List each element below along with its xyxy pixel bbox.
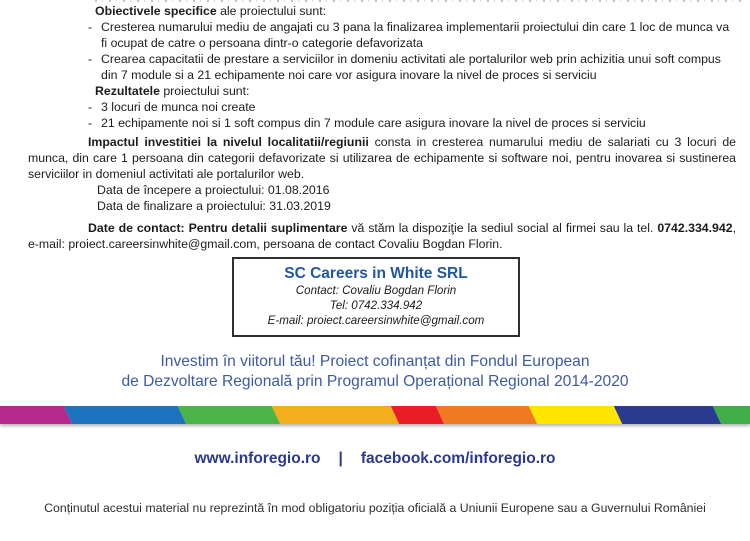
objectives-heading-bold: Obiectivele specifice bbox=[95, 4, 217, 18]
objective-item bbox=[88, 51, 738, 83]
objective-item-text: Crearea capacitatii de prestare a serviciilor in domeniu activitati ale portalurilor web prin achizitia unui soft compus din 7 module si a 21 echipamente noi care vor asigura inovare la nivel de proces si serviciu bbox=[101, 52, 721, 82]
contact-tel-line: Tel: 0742.334.942 bbox=[329, 299, 423, 312]
results-heading-rest: proiectului sunt: bbox=[159, 84, 250, 98]
contact-box bbox=[232, 257, 520, 337]
contact-email-line: E-mail: proiect.careersinwhite@gmail.com bbox=[267, 314, 485, 327]
cutoff-text-remnant bbox=[95, 0, 743, 2]
contact-text-1: vă stăm la dispoziţie la sediul social al firmei sau la tel. bbox=[347, 221, 658, 235]
results-heading-bold: Rezultatele bbox=[95, 84, 160, 98]
bar-segment-amber bbox=[272, 406, 399, 424]
bar-segment-orange bbox=[436, 406, 537, 424]
funding-tagline bbox=[0, 352, 750, 392]
project-end-date: Data de finalizare a proiectului: 31.03.2019 bbox=[97, 199, 331, 213]
objectives-heading bbox=[95, 3, 750, 19]
inforegio-facebook-link[interactable]: facebook.com/inforegio.ro bbox=[360, 450, 556, 467]
contact-lead-bold: Date de contact: Pentru detalii suplimentare bbox=[88, 221, 348, 235]
contact-phone-bold: 0742.334.942 bbox=[657, 221, 733, 235]
objectives-heading-rest: ale proiectului sunt: bbox=[216, 4, 327, 18]
project-start-date: Data de începere a proiectului: 01.08.2016 bbox=[97, 183, 330, 197]
bullet-dash: - bbox=[88, 100, 93, 114]
link-separator: | bbox=[338, 450, 343, 467]
bar-segment-yellow bbox=[529, 406, 622, 424]
bar-segment-navy bbox=[614, 406, 721, 424]
contact-text-2: , e-mail: proiect.careersinwhite@gmail.com, persoana de contact Covaliu Bogdan Florin. bbox=[28, 221, 736, 251]
result-item bbox=[88, 115, 738, 131]
objective-item bbox=[88, 19, 738, 51]
impact-paragraph bbox=[28, 134, 736, 182]
footer-links bbox=[0, 450, 750, 468]
rainbow-brand-bar bbox=[0, 406, 750, 424]
bar-segment-green bbox=[178, 406, 280, 424]
rainbow-bar-row bbox=[0, 406, 750, 424]
inforegio-website-link[interactable]: www.inforegio.ro bbox=[194, 450, 321, 467]
legal-disclaimer: Conținutul acestui material nu reprezintă în mod obligatoriu poziția oficială a Uniunii Europene sau a Guvernului României bbox=[44, 501, 706, 515]
contact-paragraph bbox=[28, 220, 736, 252]
body-text-block bbox=[0, 3, 750, 392]
result-item-text: 3 locuri de munca noi create bbox=[101, 100, 256, 114]
bullet-dash: - bbox=[88, 20, 93, 34]
funding-tagline-line1: Investim în viitorul tău! Proiect cofinanțat din Fondul European bbox=[160, 353, 590, 370]
impact-lead-bold: Impactul investitiei la nivelul localitatii/regiunii bbox=[88, 135, 369, 149]
bar-segment-magenta bbox=[0, 406, 72, 424]
result-item bbox=[88, 99, 738, 115]
company-name: SC Careers in White SRL bbox=[284, 265, 468, 282]
bullet-dash: - bbox=[88, 52, 93, 66]
bullet-dash: - bbox=[88, 116, 93, 130]
results-heading bbox=[95, 83, 750, 99]
impact-body-text: consta in cresterea numarului mediu de salariati cu 3 locuri de munca, din care 1 persoana din categorii defavorizate si utilizarea de echipamente si software noi, pentru inovarea si sustinerea serviciilor in domeniul activitati ale portalurilor web. bbox=[28, 135, 736, 181]
objective-item-text: Cresterea numarului mediu de angajati cu 3 pana la finalizarea implementarii proiectului din care 1 loc de munca va fi ocupat de catre o persoana dintr-o categorie defavorizata bbox=[101, 20, 730, 50]
bar-segment-blue bbox=[64, 406, 186, 424]
result-item-text: 21 echipamente noi si 1 soft compus din 7 module care asigura inovare la nivel de proces si serviciu bbox=[101, 116, 646, 130]
funding-tagline-line2: de Dezvoltare Regională prin Programul Operațional Regional 2014-2020 bbox=[121, 373, 629, 390]
contact-person-line: Contact: Covaliu Bogdan Florin bbox=[295, 284, 457, 297]
